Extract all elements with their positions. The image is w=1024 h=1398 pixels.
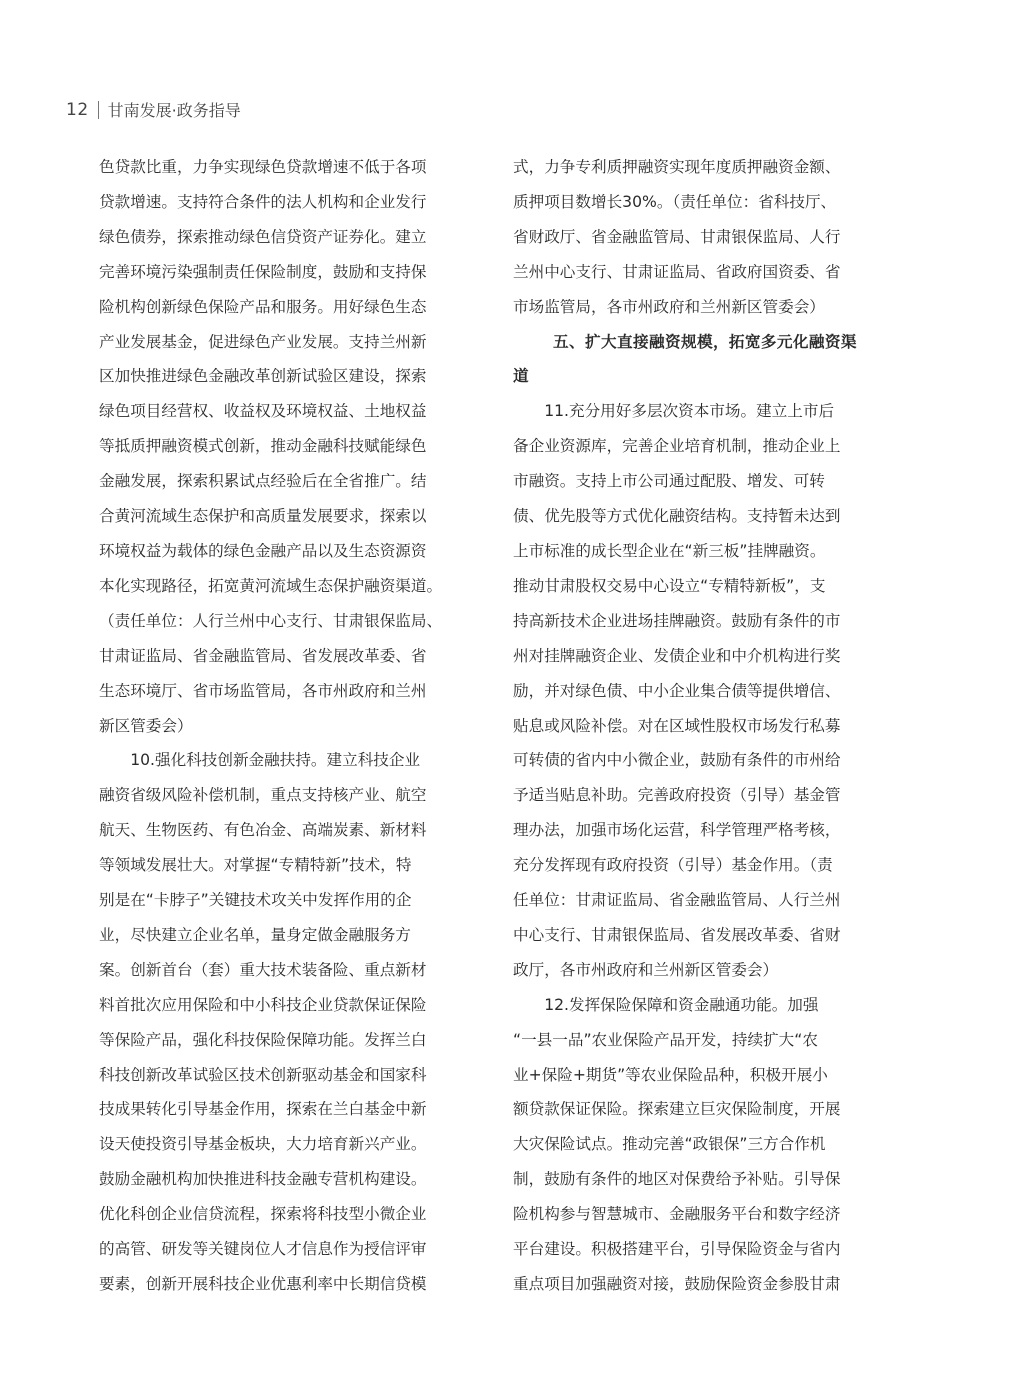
- text-line: 充分发挥现有政府投资（引导）基金作用。（责: [513, 856, 833, 875]
- text-line: 料首批次应用保险和中小科技企业贷款保证保险: [99, 995, 427, 1014]
- text-line: 本化实现路径，拓宽黄河流域生态保护融资渠道。: [99, 576, 443, 595]
- running-header: [66, 98, 241, 121]
- page-number: 12: [66, 99, 89, 120]
- text-line: 中心支行、甘肃银保监局、省发展改革委、省财: [513, 925, 841, 944]
- text-line: 完善环境污染强制责任保险制度，鼓励和支持保: [99, 262, 427, 281]
- publication-title: 甘南发展·政务指导: [107, 101, 241, 120]
- text-line: 等领域发展壮大。对掌握“专精特新”技术，特: [99, 856, 412, 875]
- text-line: 债、优先股等方式优化融资结构。支持暂未达到: [513, 507, 841, 526]
- text-line: 别是在“卡脖子”关键技术攻关中发挥作用的企: [99, 891, 412, 910]
- text-line: 州对挂牌融资企业、发债企业和中介机构进行奖: [513, 646, 841, 665]
- text-line: 市场监管局，各市州政府和兰州新区管委会）: [513, 297, 825, 316]
- text-line: 绿色债券，探索推动绿色信贷资产证券化。建立: [99, 227, 427, 246]
- text-line: 区加快推进绿色金融改革创新试验区建设，探索: [99, 367, 427, 386]
- text-line: 理办法，加强市场化运营，科学管理严格考核，: [513, 821, 841, 840]
- text-line: 生态环境厅、省市场监管局，各市州政府和兰州: [99, 681, 427, 700]
- text-line: 贷款增速。支持符合条件的法人机构和企业发行: [99, 192, 427, 211]
- text-line: 新区管委会）: [99, 716, 193, 735]
- text-line: 质押项目数增长30%。（责任单位：省科技厅、: [513, 192, 837, 211]
- text-line: “一县一品”农业保险产品开发，持续扩大“农: [513, 1030, 818, 1049]
- text-line: 式，力争专利质押融资实现年度质押融资金额、: [513, 158, 841, 176]
- text-line: （责任单位：人行兰州中心支行、甘肃银保监局、: [99, 611, 443, 630]
- text-line: 融资省级风险补偿机制，重点支持核产业、航空: [99, 786, 427, 805]
- text-line: 任单位：甘肃证监局、省金融监管局、人行兰州: [513, 891, 841, 910]
- text-line: 省财政厅、省金融监管局、甘肃银保监局、人行: [513, 227, 841, 246]
- text-line: 环境权益为载体的绿色金融产品以及生态资源资: [99, 541, 427, 560]
- text-line: 12.发挥保险保障和资金融通功能。加强: [513, 995, 819, 1014]
- text-line: 产业发展基金，促进绿色产业发展。支持兰州新: [99, 332, 427, 351]
- text-line: 重点项目加强融资对接，鼓励保险资金参股甘肃: [513, 1275, 841, 1293]
- text-line: 兰州中心支行、甘肃证监局、省政府国资委、省: [513, 262, 841, 281]
- text-line: 持高新技术企业进场挂牌融资。鼓励有条件的市: [513, 611, 841, 630]
- text-line: 险机构创新绿色保险产品和服务。用好绿色生态: [99, 297, 427, 316]
- text-line: 平台建设。积极搭建平台，引导保险资金与省内: [513, 1240, 841, 1259]
- text-line: 险机构参与智慧城市、金融服务平台和数字经济: [513, 1205, 841, 1224]
- text-line: 合黄河流域生态保护和高质量发展要求，探索以: [99, 507, 427, 526]
- text-line: 甘肃证监局、省金融监管局、省发展改革委、省: [99, 646, 427, 665]
- text-line: 色贷款比重，力争实现绿色贷款增速不低于各项: [99, 158, 427, 176]
- text-line: 大灾保险试点。推动完善“政银保”三方合作机: [513, 1135, 826, 1154]
- text-line: 案。创新首台（套）重大技术装备险、重点新材: [99, 960, 427, 979]
- text-line: 业+保险+期货”等农业保险品种，积极开展小: [513, 1065, 828, 1084]
- text-line: 上市标准的成长型企业在“新三板”挂牌融资。: [513, 541, 826, 560]
- text-line: 航天、生物医药、有色冶金、高端炭素、新材料: [99, 821, 427, 840]
- text-line: 等抵质押融资模式创新，推动金融科技赋能绿色: [99, 437, 427, 456]
- section-heading: 五、扩大直接融资规模，拓宽多元化融资渠: [553, 332, 857, 351]
- text-line: 励，并对绿色债、中小企业集合债等提供增信、: [513, 681, 841, 700]
- text-line: 贴息或风险补偿。对在区域性股权市场发行私募: [513, 716, 841, 735]
- text-line: 10.强化科技创新金融扶持。建立科技企业: [99, 751, 421, 770]
- text-line: 推动甘肃股权交易中心设立“专精特新板”，支: [513, 576, 826, 595]
- text-line: 要素，创新开展科技企业优惠利率中长期信贷模: [99, 1275, 427, 1293]
- text-line: 科技创新改革试验区技术创新驱动基金和国家科: [99, 1065, 427, 1084]
- text-line: 设天使投资引导基金板块，大力培育新兴产业。: [99, 1135, 427, 1154]
- text-line: 等保险产品，强化科技保险保障功能。发挥兰白: [99, 1030, 427, 1049]
- text-line: 制，鼓励有条件的地区对保费给予补贴。引导保: [513, 1170, 841, 1189]
- text-line: 备企业资源库，完善企业培育机制，推动企业上: [513, 437, 841, 456]
- text-line: 市融资。支持上市公司通过配股、增发、可转: [513, 472, 825, 491]
- header-divider: [98, 101, 99, 119]
- section-heading-continued: 道: [513, 367, 529, 386]
- text-line: 予适当贴息补助。完善政府投资（引导）基金管: [513, 786, 841, 805]
- text-line: 11.充分用好多层次资本市场。建立上市后: [513, 402, 835, 421]
- text-line: 额贷款保证保险。探索建立巨灾保险制度，开展: [513, 1100, 841, 1119]
- text-line: 政厅，各市州政府和兰州新区管委会）: [513, 960, 779, 979]
- text-line: 业，尽快建立企业名单，量身定做金融服务方: [99, 925, 411, 944]
- text-line: 鼓励金融机构加快推进科技金融专营机构建设。: [99, 1170, 427, 1189]
- text-line: 的高管、研发等关键岗位人才信息作为授信评审: [99, 1240, 427, 1259]
- right-column: [513, 150, 891, 1302]
- text-line: 绿色项目经营权、收益权及环境权益、土地权益: [99, 402, 427, 421]
- text-line: 技成果转化引导基金作用，探索在兰白基金中新: [99, 1100, 427, 1119]
- text-line: 金融发展，探索积累试点经验后在全省推广。结: [99, 472, 427, 491]
- left-column: [99, 150, 477, 1302]
- text-line: 可转债的省内中小微企业，鼓励有条件的市州给: [513, 751, 841, 770]
- text-line: 优化科创企业信贷流程，探索将科技型小微企业: [99, 1205, 427, 1224]
